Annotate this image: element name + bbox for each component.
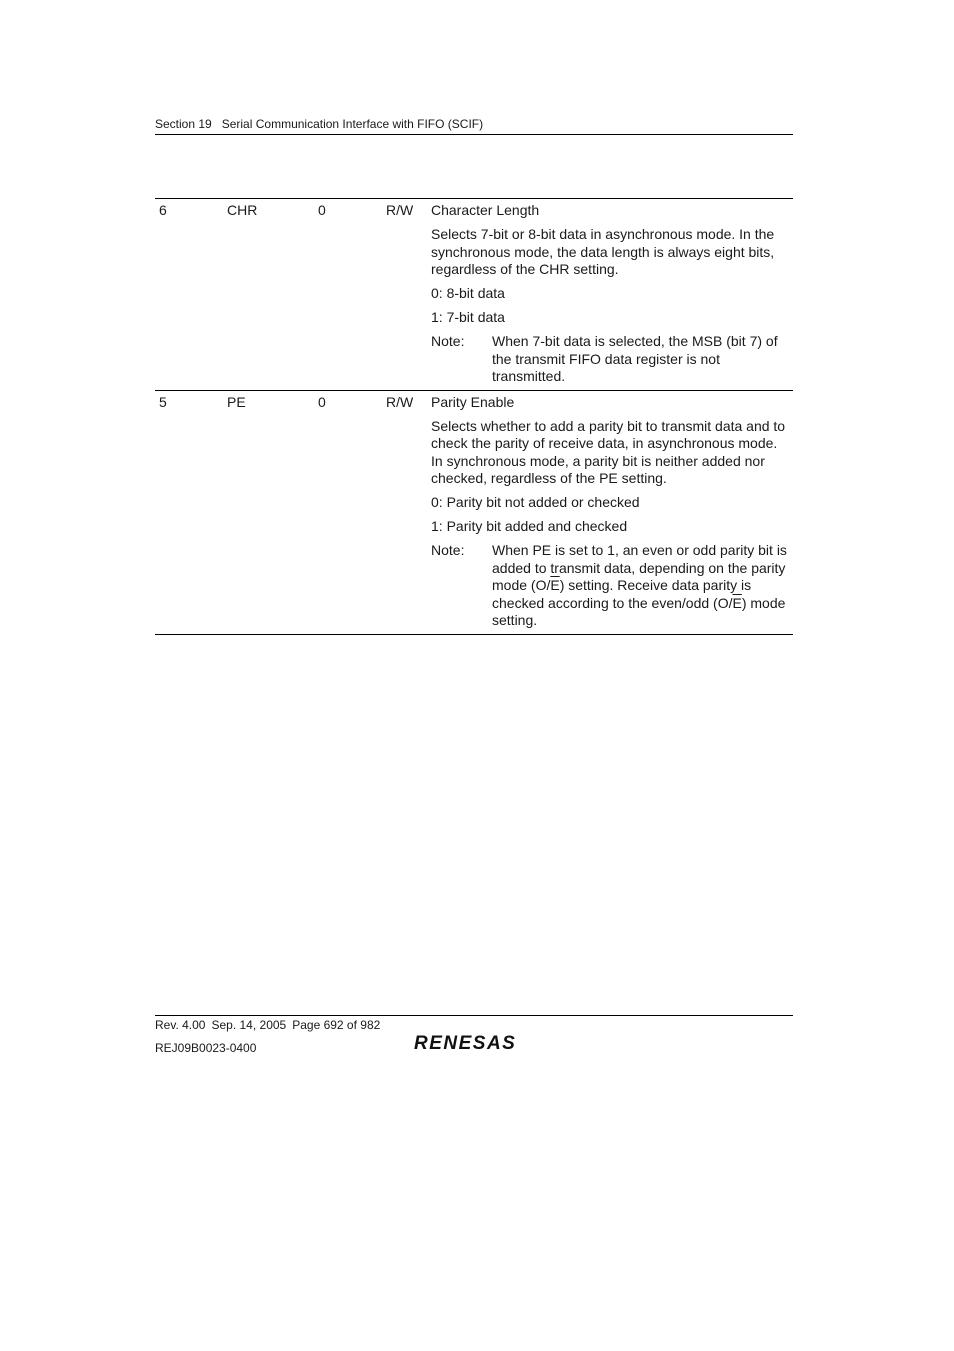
initial-value: 0 [318,202,326,218]
note [431,333,789,386]
note-text [492,542,789,630]
section-number: Section 19 [155,117,212,131]
option-1: 1: 7-bit data [431,309,505,325]
option-1: 1: Parity bit added and checked [431,518,628,534]
description-title: Character Length [431,202,540,218]
page-header [155,116,793,135]
note [431,542,789,630]
page-number: Page 692 of 982 [292,1018,381,1032]
section-title: Serial Communication Interface with FIFO (SCIF) [221,117,484,131]
note-label: Note: [431,333,465,349]
overline-e: $\overline{E}$ [550,577,560,593]
description-text: Selects whether to add a parity bit to transmit data and to check the parity of receive data, in asynchronous mode. In synchronous mode, a parity bit is neither added nor checked, regardless of the PE setting. [431,417,786,486]
bit-name: CHR [227,202,258,218]
note-text-part: When PE is set to 1, an even or odd parity bit is added to transmit data, depending on the parity mode (O/ [492,542,787,593]
read-write: R/W [386,202,414,218]
revision: Rev. 4.00 [155,1018,206,1032]
initial-value: 0 [318,393,326,410]
footer-divider [155,1015,793,1016]
note-text-part: ) setting. Receive data parity is checked according to the even/odd (O/ [492,577,752,611]
read-write: R/W [386,393,414,410]
register-bit-table [155,198,793,635]
description-title: Parity Enable [431,393,515,410]
overline-e: $\overline{E}$ [732,594,742,611]
document-number: REJ09B0023-0400 [155,1041,257,1055]
option-0: 0: 8-bit data [431,285,505,301]
note-text: When 7-bit data is selected, the MSB (bit 7) of the transmit FIFO data register is not transmitted. [492,333,778,384]
note-label: Note: [431,542,465,558]
table-row-pe [155,390,793,634]
bit-name: PE [227,393,246,410]
revision-date: Sep. 14, 2005 [211,1018,287,1032]
renesas-logo [414,1031,534,1053]
bit-number: 5 [159,393,167,410]
description-text: Selects 7-bit or 8-bit data in asynchronous mode. In the synchronous mode, the data length is always eight bits, regardless of the CHR setting. [431,226,775,277]
table-row-chr [155,199,793,391]
footer-revision [155,1018,380,1033]
bit-description [431,199,793,391]
note-text-part: ) mode setting. [492,594,786,628]
option-0: 0: Parity bit not added or checked [431,494,640,510]
bit-number: 6 [159,202,167,218]
logo-text: RENESAS [414,1033,517,1053]
bit-description [431,390,793,634]
